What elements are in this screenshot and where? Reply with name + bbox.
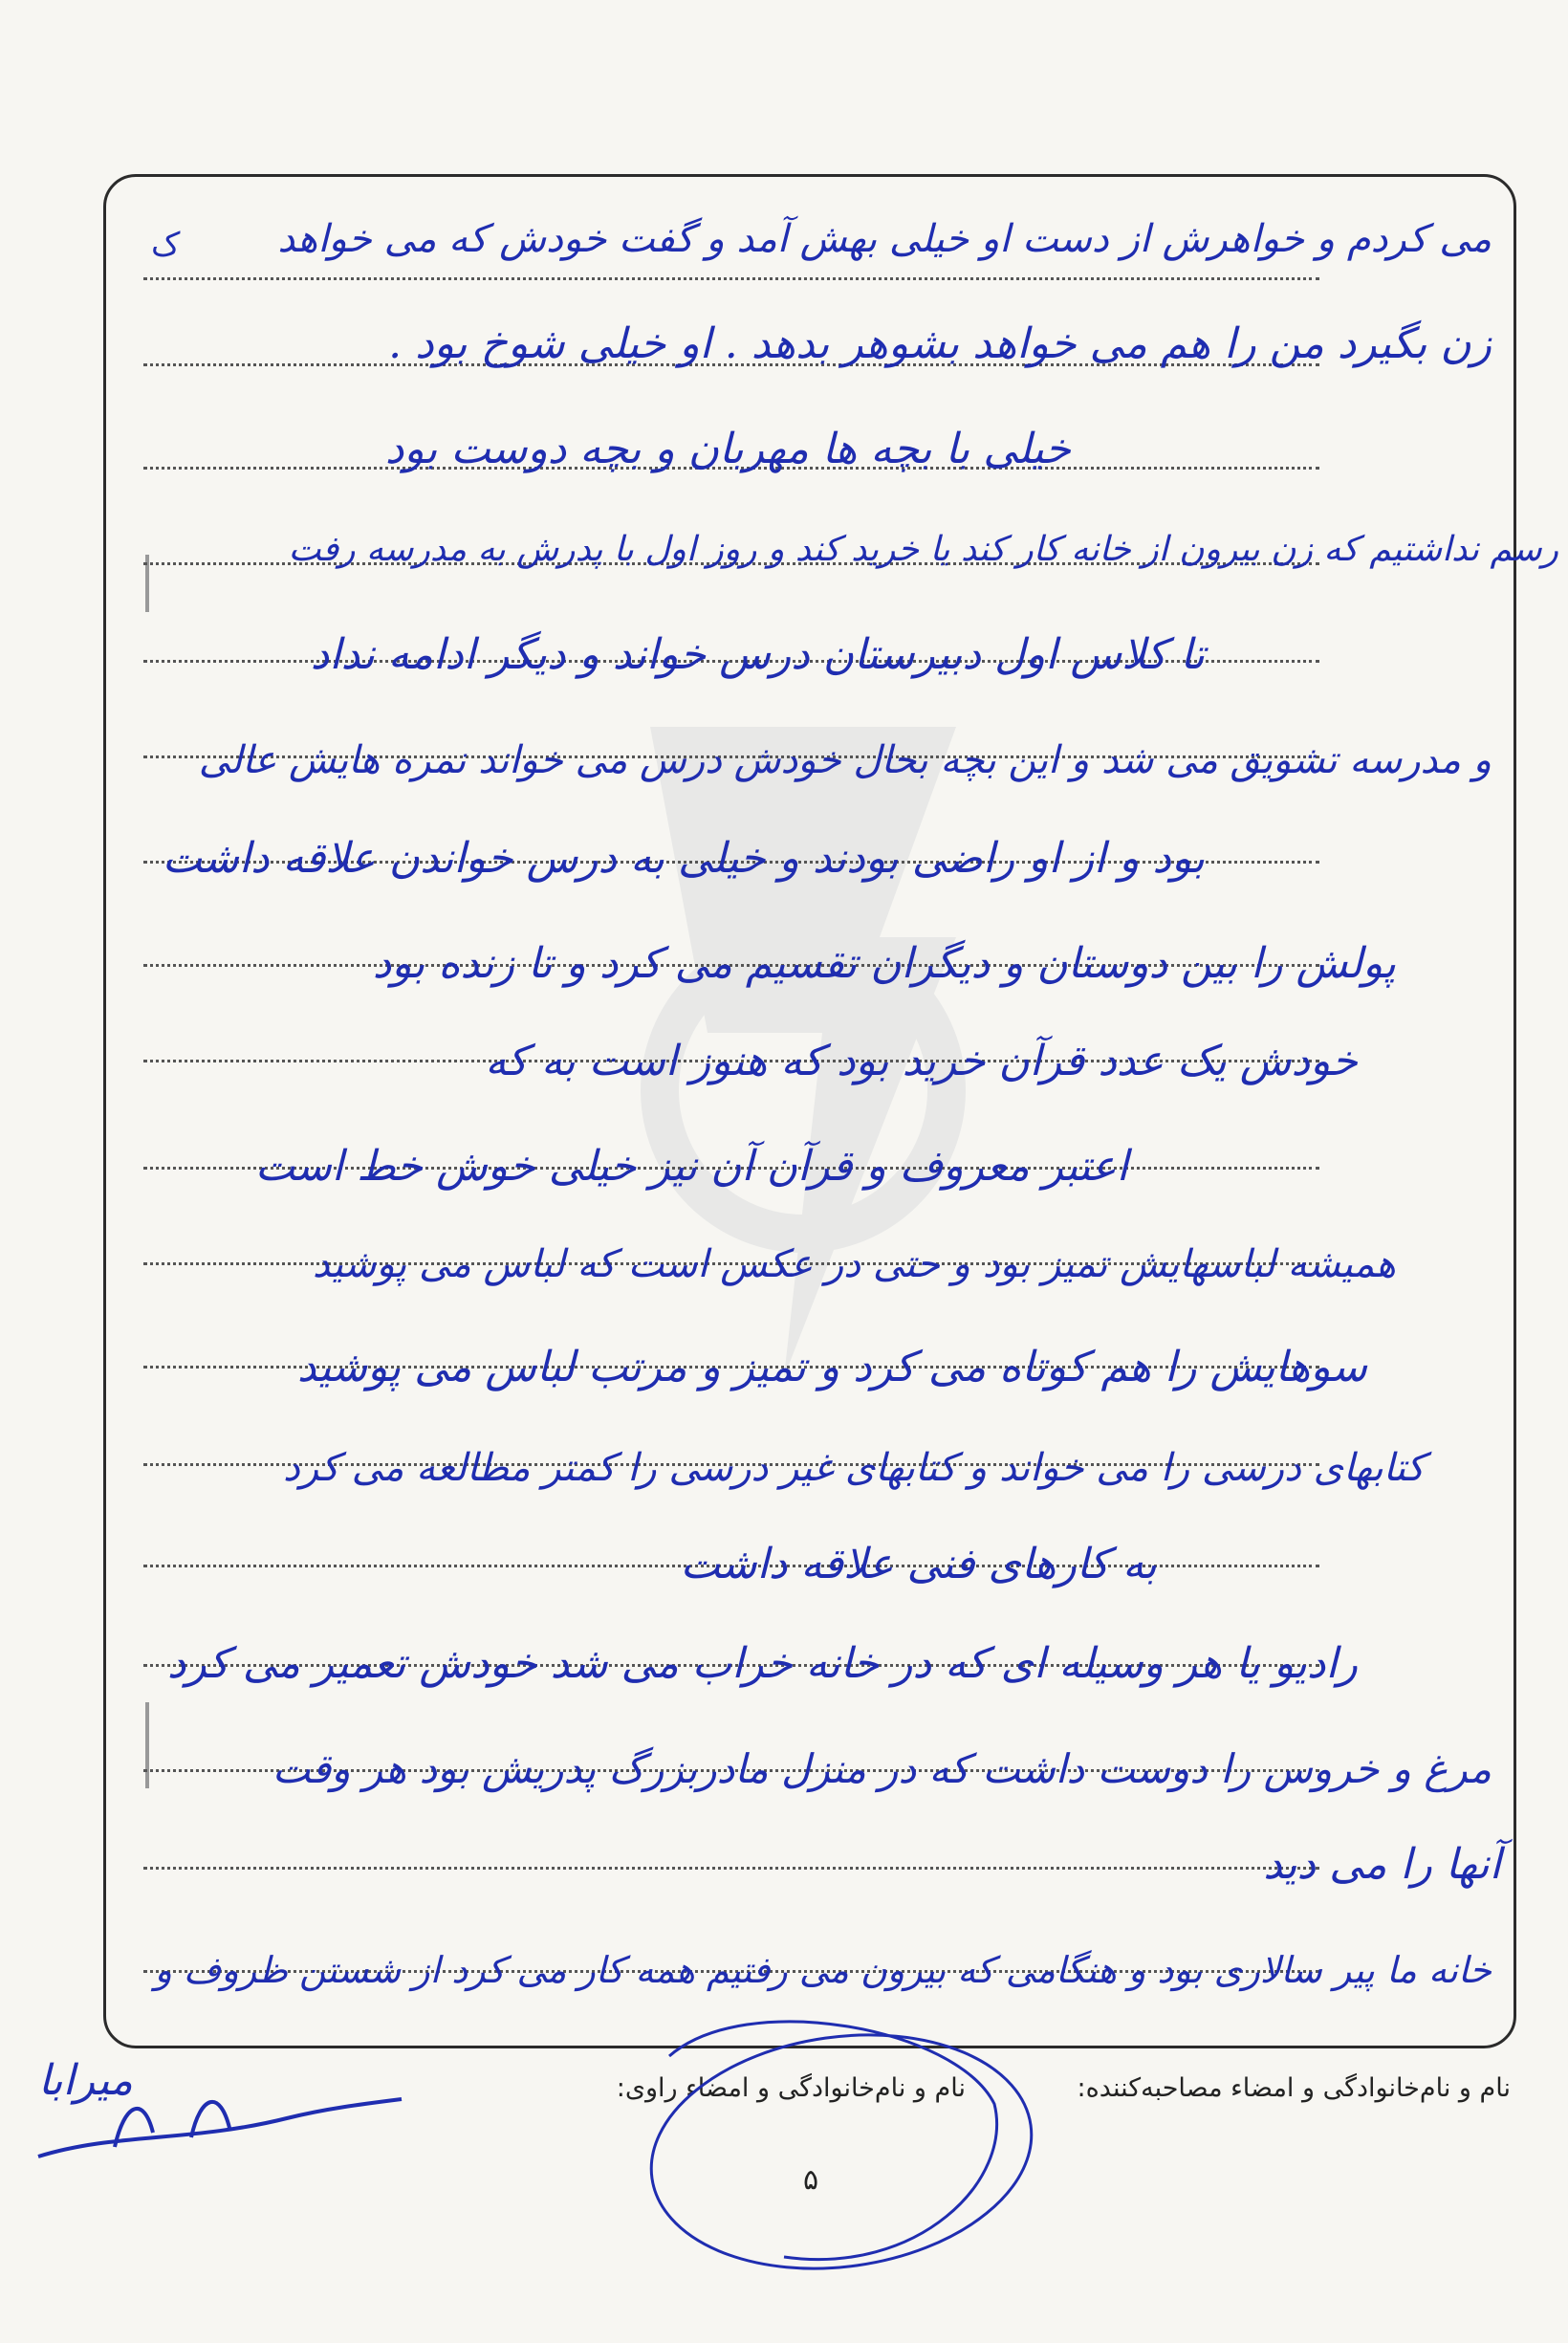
margin-mark: ک — [151, 226, 181, 264]
handwritten-line: پولش را بین دوستان و دیگران تقسیم می کرد و تا زنده بود — [372, 939, 1396, 988]
handwritten-line: مرغ و خروس را دوست داشت که در منزل مادربزرگ پدریش بود هر وقت — [272, 1745, 1492, 1792]
handwritten-line: کتابهای درسی را می خواند و کتابهای غیر درسی را کمتر مطالعه می کرد — [283, 1446, 1425, 1490]
handwritten-line: همیشه لباسهایش تمیز بود و حتی در عکس است که لباس می پوشید — [312, 1242, 1396, 1286]
handwritten-line: می کردم و خواهرش از دست او خیلی بهش آمد و گفت خودش که می خواهد — [277, 217, 1492, 261]
handwritten-line: آنها را می دید — [1263, 1840, 1501, 1889]
page-number: ۵ — [802, 2163, 819, 2197]
handwritten-line: سوهایش را هم کوتاه می کرد و تمیز و مرتب لباس می پوشید — [296, 1343, 1367, 1391]
handwritten-line: رسم نداشتیم که زن بیرون از خانه کار کند یا خرید کند و روز اول با پدرش به مدرسه رفت — [288, 530, 1558, 569]
handwritten-line: زن بگیرد من را هم می خواهد بشوهر بدهد . او خیلی شوخ بود . — [388, 319, 1492, 368]
handwritten-line: به کارهای فنی علاقه داشت — [680, 1540, 1157, 1588]
handwritten-line: تا کلاس اول دبیرستان درس خواند و دیگر ادامه نداد — [310, 630, 1205, 679]
narrator-signature: میرابا — [38, 2056, 133, 2105]
binding-mark — [145, 1702, 149, 1788]
handwritten-line: رادیو یا هر وسیله ای که در خانه خراب می شد خودش تعمیر می کرد — [166, 1639, 1358, 1688]
interviewer-signature-label: نام و نام‌خانوادگی و امضاء مصاحبه‌کننده: — [1077, 2073, 1511, 2103]
ruled-line — [143, 1867, 1319, 1870]
handwritten-line: خیلی با بچه ها مهربان و بچه دوست بود — [384, 425, 1071, 473]
handwritten-line: و مدرسه تشویق می شد و این بچه بحال خودش درس می خواند نمره هایش عالی — [198, 738, 1492, 782]
handwritten-line: خانه ما پیر سالاری بود و هنگامی که بیرون می رفتیم همه کار می کرد از شستن ظروف و — [154, 1949, 1492, 1991]
narrator-signature-label: نام و نام‌خانوادگی و امضاء راوی: — [616, 2073, 966, 2103]
ruled-line — [143, 277, 1319, 280]
handwritten-line: اعتبر معروف و قرآن آن نیز خیلی خوش خط است — [254, 1142, 1128, 1191]
handwritten-line: بود و از او راضی بودند و خیلی به درس خواندن علاقه داشت — [162, 834, 1205, 883]
handwritten-line: خودش یک عدد قرآن خرید بود که هنوز است به که — [485, 1037, 1358, 1085]
